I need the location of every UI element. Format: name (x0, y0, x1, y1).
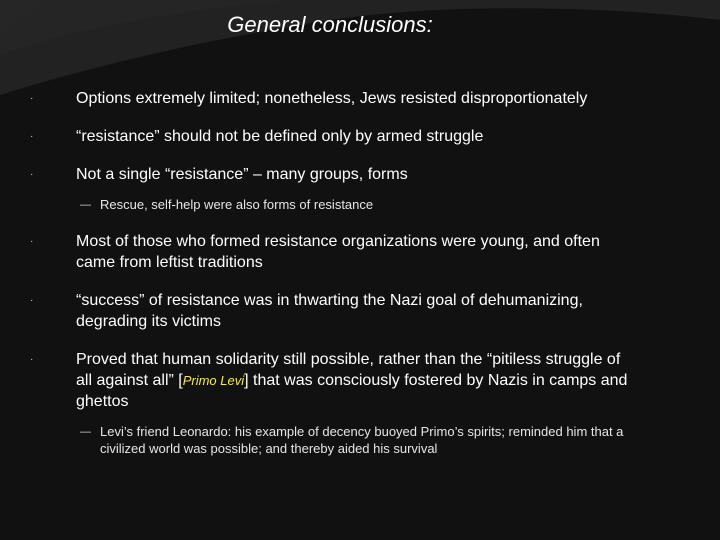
bullet-text: Most of those who formed resistance organizations were young, and often came from leftist traditions (76, 233, 600, 271)
bullet-item (30, 290, 630, 332)
bullet-item (30, 126, 630, 147)
sub-bullet-icon: — (80, 426, 91, 438)
bullet-dot-icon: · (30, 93, 34, 104)
bullet-text: “resistance” should not be defined only by armed struggle (76, 128, 484, 145)
bullet-dot-icon: · (30, 169, 34, 180)
bullet-item (30, 231, 630, 273)
bullet-list (30, 88, 630, 457)
bullet-dot-icon: · (30, 295, 34, 306)
bullet-item (30, 88, 630, 109)
bullet-dot-icon: · (30, 354, 34, 365)
bullet-text (76, 351, 627, 410)
sub-bullet-icon: — (80, 199, 91, 211)
bullet-text: Options extremely limited; nonetheless, Jews resisted disproportionately (76, 90, 588, 107)
bullet-text: “success” of resistance was in thwarting the Nazi goal of dehumanizing, degrading its victims (76, 292, 583, 330)
sub-bullet-item (30, 423, 630, 457)
sub-bullet-text: Levi’s friend Leonardo: his example of decency buoyed Primo’s spirits; reminded him that a civilized world was possible; and thereby aided his survival (100, 424, 624, 456)
author-name: Primo Levi (182, 373, 245, 388)
slide-title: General conclusions: (227, 12, 433, 37)
sub-bullet-text: Rescue, self-help were also forms of resistance (100, 197, 374, 212)
bullet-dot-icon: · (30, 236, 34, 247)
bullet-item (30, 349, 630, 412)
bullet-text-after: ] that was consciously fostered by Nazis in camps and ghettos (76, 372, 628, 410)
bullet-item (30, 164, 630, 185)
sub-bullet-item (30, 196, 630, 213)
bullet-text-before: Proved that human solidarity still possible, rather than the “pitiless struggle of all against all” [ (76, 351, 621, 389)
bullet-text: Not a single “resistance” – many groups, forms (76, 166, 408, 183)
bullet-dot-icon: · (30, 131, 34, 142)
